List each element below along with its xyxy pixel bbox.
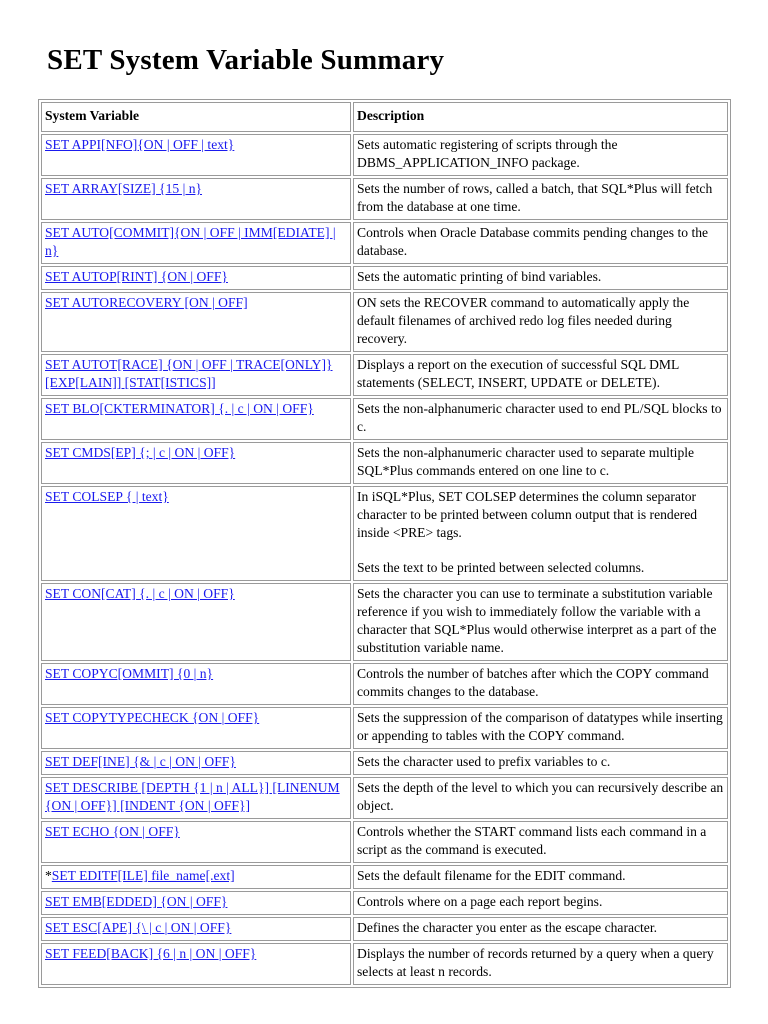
system-variable-cell — [41, 583, 351, 661]
system-variable-cell — [41, 134, 351, 176]
table-row — [41, 917, 728, 941]
system-variable-cell — [41, 486, 351, 581]
system-variable-link[interactable]: SET AUTOT[RACE] {ON | OFF | TRACE[ONLY]} [EXP[LAIN]] [STAT[ISTICS]] — [45, 357, 333, 390]
description-cell — [353, 751, 728, 775]
system-variable-cell — [41, 442, 351, 484]
description-cell — [353, 917, 728, 941]
description-text: Controls the number of batches after which the COPY command commits changes to the database. — [357, 666, 709, 699]
table-row — [41, 486, 728, 581]
description-text: Sets the text to be printed between selected columns. — [357, 560, 645, 575]
description-text: Displays the number of records returned by a query when a query selects at least n records. — [357, 946, 714, 979]
description-text: Sets the depth of the level to which you can recursively describe an object. — [357, 780, 724, 813]
system-variable-cell — [41, 178, 351, 220]
table-header-row — [41, 102, 728, 132]
description-text: Sets the number of rows, called a batch, that SQL*Plus will fetch from the database at one time. — [357, 181, 713, 214]
description-cell — [353, 292, 728, 352]
table-row — [41, 398, 728, 440]
description-text: Controls when Oracle Database commits pending changes to the database. — [357, 225, 709, 258]
system-variable-cell — [41, 751, 351, 775]
system-variable-link[interactable]: SET FEED[BACK] {6 | n | ON | OFF} — [45, 946, 257, 961]
description-cell — [353, 398, 728, 440]
table-row — [41, 707, 728, 749]
system-variable-cell — [41, 777, 351, 819]
variable-prefix: * — [45, 868, 52, 883]
system-variable-link[interactable]: SET APPI[NFO]{ON | OFF | text} — [45, 137, 235, 152]
description-cell — [353, 442, 728, 484]
system-variable-cell — [41, 891, 351, 915]
table-row — [41, 354, 728, 396]
table-row — [41, 222, 728, 264]
description-text: Controls whether the START command lists each command in a script as the command is executed. — [357, 824, 707, 857]
description-text: Sets the character used to prefix variables to c. — [357, 754, 611, 769]
system-variable-cell — [41, 292, 351, 352]
description-cell — [353, 486, 728, 581]
system-variable-link[interactable]: SET AUTORECOVERY [ON | OFF] — [45, 295, 248, 310]
system-variable-cell — [41, 943, 351, 985]
description-cell — [353, 222, 728, 264]
system-variable-cell — [41, 917, 351, 941]
description-text: Sets the automatic printing of bind variables. — [357, 269, 602, 284]
system-variable-link[interactable]: SET COPYTYPECHECK {ON | OFF} — [45, 710, 260, 725]
system-variable-link[interactable]: SET EMB[EDDED] {ON | OFF} — [45, 894, 228, 909]
system-variable-cell — [41, 865, 351, 889]
system-variable-cell — [41, 266, 351, 290]
description-cell — [353, 821, 728, 863]
system-variable-link[interactable]: SET COLSEP { | text} — [45, 489, 169, 504]
description-text: Sets the non-alphanumeric character used to separate multiple SQL*Plus commands entered on one line to c. — [357, 445, 695, 478]
table-row — [41, 821, 728, 863]
page-title: SET System Variable Summary — [47, 44, 445, 76]
description-text: Sets the suppression of the comparison of datatypes while inserting or appending to tables with the COPY command. — [357, 710, 723, 743]
system-variable-cell — [41, 663, 351, 705]
table-row — [41, 943, 728, 985]
system-variable-cell — [41, 222, 351, 264]
column-header-system-variable: System Variable — [41, 102, 351, 132]
table-row — [41, 777, 728, 819]
system-variable-cell — [41, 354, 351, 396]
table-row — [41, 442, 728, 484]
description-cell — [353, 354, 728, 396]
description-cell — [353, 178, 728, 220]
table-body — [41, 134, 728, 985]
description-text: Sets the character you can use to terminate a substitution variable reference if you wish to immediately follow the variable with a character that SQL*Plus would otherwise interpret as a part of the substitution variable name. — [357, 586, 717, 655]
system-variable-link[interactable]: SET EDITF[ILE] file_name[.ext] — [51, 868, 235, 883]
description-text: Sets automatic registering of scripts through the DBMS_APPLICATION_INFO package. — [357, 137, 618, 170]
description-cell — [353, 865, 728, 889]
system-variable-link[interactable]: SET DEF[INE] {& | c | ON | OFF} — [45, 754, 236, 769]
table-row — [41, 891, 728, 915]
table-row — [41, 583, 728, 661]
table-row — [41, 663, 728, 705]
description-cell — [353, 663, 728, 705]
description-cell — [353, 891, 728, 915]
description-cell — [353, 707, 728, 749]
table-row — [41, 134, 728, 176]
table-row — [41, 865, 728, 889]
system-variable-link[interactable]: SET AUTOP[RINT] {ON | OFF} — [45, 269, 228, 284]
description-cell — [353, 777, 728, 819]
description-cell — [353, 134, 728, 176]
system-variable-link[interactable]: SET CON[CAT] {. | c | ON | OFF} — [45, 586, 235, 601]
description-cell — [353, 583, 728, 661]
table-row — [41, 266, 728, 290]
system-variable-link[interactable]: SET COPYC[OMMIT] {0 | n} — [45, 666, 214, 681]
column-header-description: Description — [353, 102, 728, 132]
system-variable-table — [38, 99, 731, 988]
system-variable-link[interactable]: SET ESC[APE] {\ | c | ON | OFF} — [45, 920, 232, 935]
description-text: Controls where on a page each report begins. — [357, 894, 603, 909]
table-row — [41, 292, 728, 352]
description-cell — [353, 943, 728, 985]
system-variable-cell — [41, 821, 351, 863]
description-text: ON sets the RECOVER command to automatically apply the default filenames of archived redo log files needed during recovery. — [357, 295, 690, 346]
system-variable-link[interactable]: SET CMDS[EP] {; | c | ON | OFF} — [45, 445, 236, 460]
system-variable-cell — [41, 398, 351, 440]
description-cell — [353, 266, 728, 290]
description-text: Displays a report on the execution of successful SQL DML statements (SELECT, INSERT, UPDATE or DELETE). — [357, 357, 679, 390]
system-variable-link[interactable]: SET AUTO[COMMIT]{ON | OFF | IMM[EDIATE] | n} — [45, 225, 336, 258]
system-variable-link[interactable]: SET ARRAY[SIZE] {15 | n} — [45, 181, 203, 196]
system-variable-link[interactable]: SET DESCRIBE [DEPTH {1 | n | ALL}] [LINENUM {ON | OFF}] [INDENT {ON | OFF}] — [45, 780, 340, 813]
description-text: Sets the default filename for the EDIT command. — [357, 868, 626, 883]
table-row — [41, 751, 728, 775]
description-text: Defines the character you enter as the escape character. — [357, 920, 658, 935]
table-row — [41, 178, 728, 220]
system-variable-link[interactable]: SET BLO[CKTERMINATOR] {. | c | ON | OFF} — [45, 401, 314, 416]
system-variable-cell — [41, 707, 351, 749]
system-variable-link[interactable]: SET ECHO {ON | OFF} — [45, 824, 180, 839]
description-text: In iSQL*Plus, SET COLSEP determines the column separator character to be printed between column output that is rendered inside <PRE> tags. — [357, 489, 698, 540]
description-text: Sets the non-alphanumeric character used to end PL/SQL blocks to c. — [357, 401, 722, 434]
